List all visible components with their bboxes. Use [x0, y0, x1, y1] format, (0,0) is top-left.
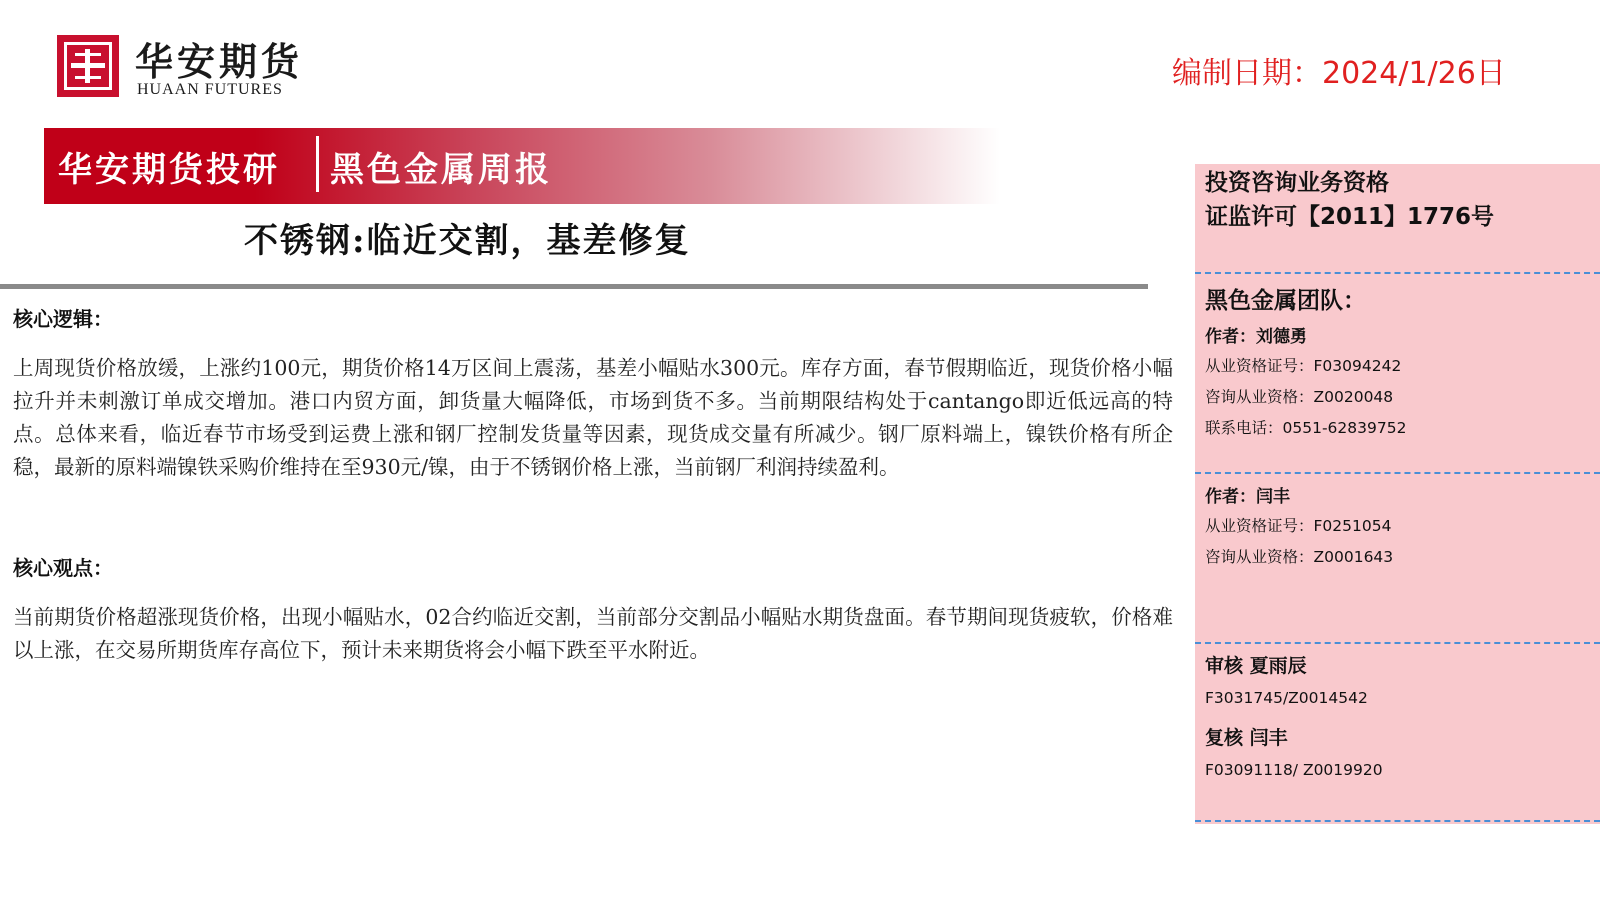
paragraph-core-logic: 上周现货价格放缓，上涨约100元，期货价格14万区间上震荡，基差小幅贴水300元。库存方面，春节假期临近，现货价格小幅拉升并未刺激订单成交增加。港口内贸方面，卸货量大幅降低，市场到货不多。当前期限结构处于cantango即近低远高的特点。总体来看，临近春节市场受到运费上涨和钢厂控制发货量等因素，现货成交量有所减少。钢厂原料端上，镍铁价格有所企稳，最新的原料端镍铁采购价维持在至930元/镍，由于不锈钢价格上涨，当前钢厂利润持续盈利。 — [13, 356, 1173, 479]
info-sidebar — [1195, 164, 1600, 824]
author1-consult: 咨询从业资格：Z0020048 — [1205, 388, 1394, 406]
recheck-label: 复核 闫丰 — [1205, 727, 1288, 749]
section-title-core-view: 核心观点： — [13, 556, 113, 580]
logo-english-name: HUAAN FUTURES — [137, 81, 283, 98]
qualification-license: 证监许可【2011】1776号 — [1205, 204, 1495, 230]
compile-date — [1172, 48, 1506, 92]
qualification-title: 投资咨询业务资格 — [1205, 170, 1389, 196]
review-ids: F3031745/Z0014542 — [1205, 689, 1368, 707]
section-title-core-logic: 核心逻辑： — [13, 307, 113, 331]
banner-right-title: 黑色金属周报 — [330, 150, 552, 190]
divider-dashed — [1195, 820, 1600, 822]
logo-chinese-name: 华安期货 — [135, 39, 304, 84]
banner-separator — [316, 136, 319, 192]
header-divider — [0, 284, 1148, 289]
paragraph-core-view: 当前期货价格超涨现货价格，出现小幅贴水，02合约临近交割，当前部分交割品小幅贴水期货盘面。春节期间现货疲软，价格难以上涨，在交易所期货库存高位下，预计未来期货将会小幅下跌至平水附近。 — [13, 605, 1173, 662]
review-label: 审核 夏雨辰 — [1205, 655, 1307, 677]
divider-dashed — [1195, 642, 1600, 644]
team-title: 黑色金属团队： — [1205, 288, 1366, 314]
recheck-ids: F03091118/ Z0019920 — [1205, 761, 1383, 779]
report-subtitle: 不锈钢:临近交割，基差修复 — [244, 221, 691, 261]
date-value: 2024/1/26日 — [1322, 56, 1506, 91]
author2-consult: 咨询从业资格：Z0001643 — [1205, 548, 1394, 566]
banner-left-title: 华安期货投研 — [58, 150, 280, 190]
report-banner — [44, 128, 1000, 204]
author2-name: 作者：闫丰 — [1205, 487, 1290, 507]
author2-cert: 从业资格证号：F0251054 — [1205, 517, 1392, 535]
divider-dashed — [1195, 272, 1600, 274]
author1-name: 作者：刘德勇 — [1205, 327, 1307, 347]
date-label: 编制日期： — [1172, 56, 1322, 91]
logo-mark-icon — [57, 35, 119, 97]
author1-phone: 联系电话：0551-62839752 — [1205, 419, 1407, 437]
divider-dashed — [1195, 472, 1600, 474]
author1-cert: 从业资格证号：F03094242 — [1205, 357, 1402, 375]
company-logo — [57, 33, 307, 103]
